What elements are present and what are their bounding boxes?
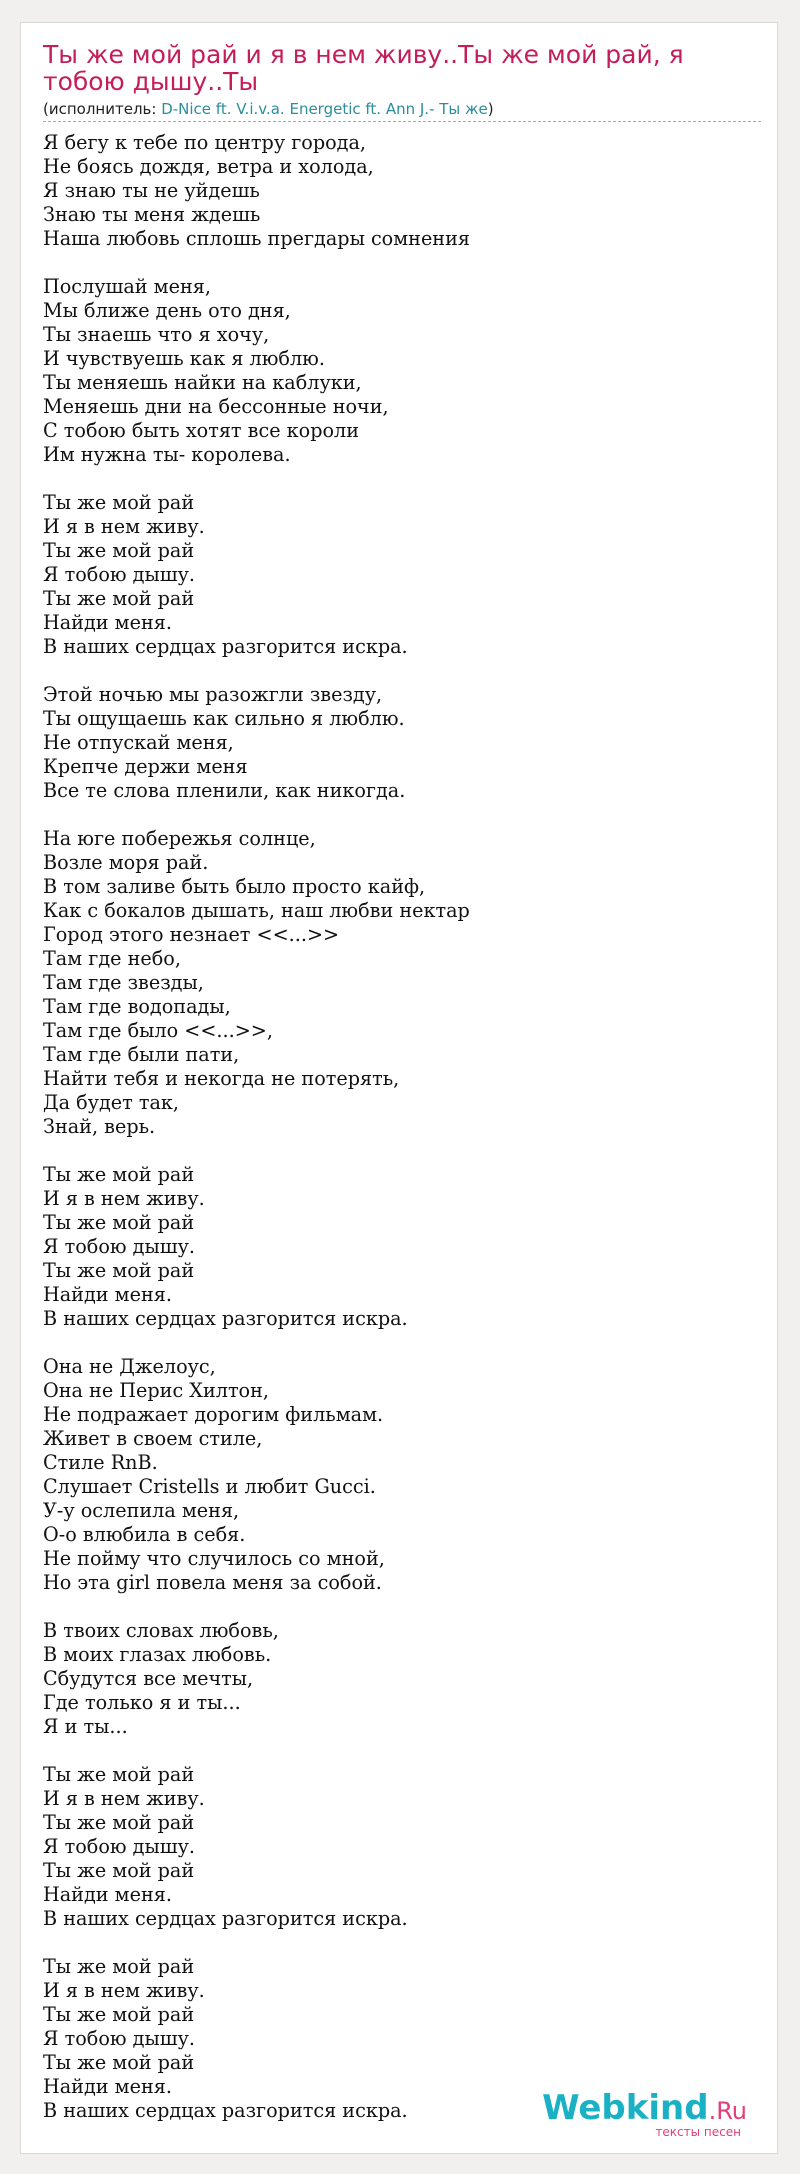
lyrics-stanza: [43, 131, 763, 251]
lyrics-line: Я тобою дышу.: [43, 2027, 195, 2050]
lyrics-line: Я и ты...: [43, 1715, 128, 1738]
lyrics-line: В моих глазах любовь.: [43, 1643, 272, 1666]
lyrics-stanza: [43, 275, 763, 467]
lyrics-line: Знай, верь.: [43, 1115, 156, 1138]
lyrics-line: Она не Джелоус,: [43, 1355, 216, 1378]
lyrics-line: Да будет так,: [43, 1091, 180, 1114]
lyrics-line: Там где были пати,: [43, 1043, 240, 1066]
lyrics-line: Меняешь дни на бессонные ночи,: [43, 395, 389, 418]
lyrics-line: Не пойму что случилось со мной,: [43, 1547, 385, 1570]
logo-wordmark: [542, 2090, 747, 2129]
lyrics-line: Я знаю ты не уйдешь: [43, 179, 260, 202]
lyrics-line: О-о влюбила в себя.: [43, 1523, 246, 1546]
lyrics-line: Найти тебя и некогда не потерять,: [43, 1067, 400, 1090]
lyrics-line: Я тобою дышу.: [43, 1235, 195, 1258]
lyrics-line: Послушай меня,: [43, 275, 211, 298]
lyrics-line: Ты же мой рай: [43, 1763, 195, 1786]
lyrics-line: Живет в своем стиле,: [43, 1427, 263, 1450]
site-logo[interactable]: [542, 2090, 747, 2139]
lyrics-line: Ты меняешь найки на каблуки,: [43, 371, 362, 394]
lyrics-line: Там где было <<...>>,: [43, 1019, 273, 1042]
lyrics-line: Им нужна ты- королева.: [43, 443, 291, 466]
lyrics-line: Найди меня.: [43, 2075, 172, 2098]
lyrics-line: Найди меня.: [43, 1283, 172, 1306]
lyrics-line: Крепче держи меня: [43, 755, 248, 778]
artist-suffix: ): [487, 100, 494, 118]
lyrics-line: Сбудутся все мечты,: [43, 1667, 254, 1690]
lyrics-line: У-у ослепила меня,: [43, 1499, 240, 1522]
lyrics-line: Я тобою дышу.: [43, 1835, 195, 1858]
lyrics-line: Я тобою дышу.: [43, 563, 195, 586]
lyrics-line: Где только я и ты...: [43, 1691, 241, 1714]
lyrics-line: Найди меня.: [43, 611, 172, 634]
lyrics-line: И чувствуешь как я люблю.: [43, 347, 325, 370]
lyrics-line: Я бегу к тебе по центру города,: [43, 131, 367, 154]
lyrics-line: Там где водопады,: [43, 995, 231, 1018]
logo-suffix: .Ru: [708, 2097, 747, 2125]
lyrics-line: Ты же мой рай: [43, 2003, 195, 2026]
lyrics-line: Мы ближе день ото дня,: [43, 299, 291, 322]
lyrics-line: Ты же мой рай: [43, 539, 195, 562]
lyrics-line: Этой ночью мы разожгли звезду,: [43, 683, 383, 706]
lyrics-line: В наших сердцах разгорится искра.: [43, 1907, 408, 1930]
lyrics-line: В наших сердцах разгорится искра.: [43, 1307, 408, 1330]
lyrics-line: Ты же мой рай: [43, 1859, 195, 1882]
lyrics-line: На юге побережья солнце,: [43, 827, 316, 850]
lyrics-line: Ты же мой рай: [43, 491, 195, 514]
lyrics-line: И я в нем живу.: [43, 515, 205, 538]
lyrics-line: Город этого незнает <<...>>: [43, 923, 340, 946]
lyrics-line: Ты знаешь что я хочу,: [43, 323, 270, 346]
lyrics-line: Знаю ты меня ждешь: [43, 203, 261, 226]
lyrics-stanza: [43, 1163, 763, 1331]
lyrics-line: Не подражает дорогим фильмам.: [43, 1403, 384, 1426]
lyrics-line: Ты же мой рай: [43, 1211, 195, 1234]
lyrics-line: Ты ощущаешь как сильно я люблю.: [43, 707, 405, 730]
lyrics-line: Она не Перис Хилтон,: [43, 1379, 269, 1402]
lyrics-line: Не отпускай меня,: [43, 731, 234, 754]
lyrics-stanza: [43, 1763, 763, 1931]
lyrics-line: И я в нем живу.: [43, 1187, 205, 1210]
lyrics-line: Возле моря рай.: [43, 851, 209, 874]
lyrics-line: Наша любовь сплошь прегдары сомнения: [43, 227, 470, 250]
page-title: Ты же мой рай и я в нем живу..Ты же мой рай, я тобою дышу..Ты: [43, 40, 684, 96]
lyrics-line: Слушает Cristells и любит Gucci.: [43, 1475, 376, 1498]
lyrics-line: Ты же мой рай: [43, 1259, 195, 1282]
lyrics-line: В том заливе быть было просто кайф,: [43, 875, 426, 898]
lyrics-stanza: [43, 827, 763, 1139]
artist-line: [43, 100, 761, 122]
artist-link[interactable]: D-Nice ft. V.i.v.a. Energetic ft. Ann J.- Ты же: [161, 100, 488, 118]
lyrics-line: В наших сердцах разгорится искра.: [43, 635, 408, 658]
lyrics-line: Найди меня.: [43, 1883, 172, 1906]
lyrics-line: Но эта girl повела меня за собой.: [43, 1571, 382, 1594]
lyrics-stanza: [43, 1619, 763, 1739]
lyrics-line: И я в нем живу.: [43, 1979, 205, 2002]
lyrics-body: [43, 131, 763, 2147]
lyrics-line: В твоих словах любовь,: [43, 1619, 279, 1642]
lyrics-line: Ты же мой рай: [43, 1811, 195, 1834]
lyrics-line: Не боясь дождя, ветра и холода,: [43, 155, 374, 178]
lyrics-line: Ты же мой рай: [43, 1955, 195, 1978]
lyrics-stanza: [43, 683, 763, 803]
logo-tagline: тексты песен: [655, 2125, 741, 2139]
lyrics-card: [20, 22, 778, 2154]
lyrics-line: В наших сердцах разгорится искра.: [43, 2099, 408, 2122]
lyrics-line: Там где небо,: [43, 947, 181, 970]
lyrics-stanza: [43, 491, 763, 659]
logo-main-text: Webkind: [542, 2088, 709, 2128]
lyrics-line: Все те слова пленили, как никогда.: [43, 779, 406, 802]
lyrics-line: Там где звезды,: [43, 971, 204, 994]
lyrics-line: Ты же мой рай: [43, 1163, 195, 1186]
lyrics-line: Как с бокалов дышать, наш любви нектар: [43, 899, 470, 922]
lyrics-line: Ты же мой рай: [43, 2051, 195, 2074]
lyrics-line: С тобою быть хотят все короли: [43, 419, 360, 442]
lyrics-line: Стиле RnB.: [43, 1451, 158, 1474]
artist-prefix: (исполнитель:: [43, 100, 162, 118]
lyrics-stanza: [43, 1355, 763, 1595]
lyrics-line: И я в нем живу.: [43, 1787, 205, 1810]
lyrics-line: Ты же мой рай: [43, 587, 195, 610]
